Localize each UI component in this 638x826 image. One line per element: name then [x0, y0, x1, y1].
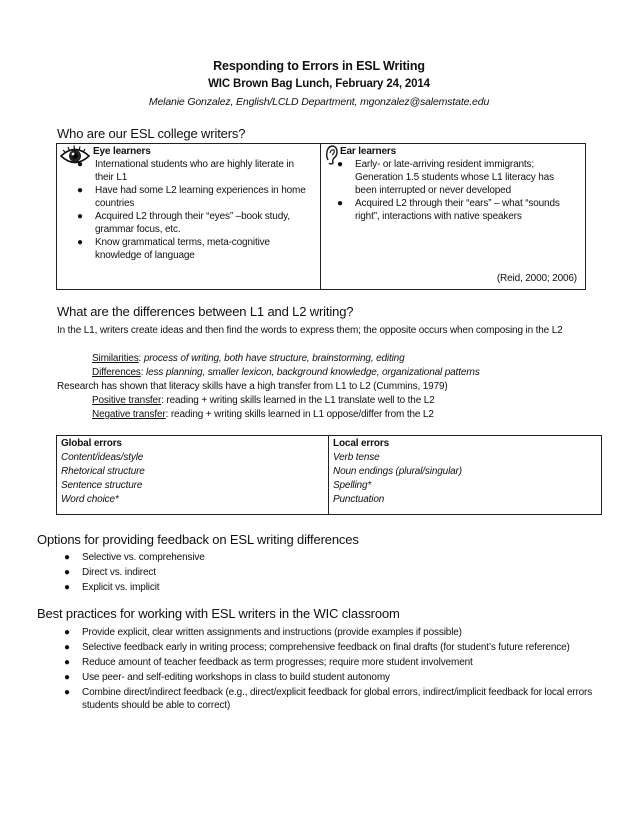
list-item: Punctuation	[333, 494, 385, 505]
eye-learners-title: Eye learners	[93, 146, 151, 157]
list-item: Sentence structure	[61, 480, 143, 491]
negative-transfer-label: Negative transfer	[92, 409, 166, 420]
section-heading-feedback-options: Options for providing feedback on ESL writing differences	[37, 532, 359, 547]
global-errors-title: Global errors	[61, 438, 122, 449]
list-item: ● Acquired L2 through their “eyes” –book study, grammar focus, etc.	[77, 211, 290, 235]
section-heading-esl-writers: Who are our ESL college writers?	[57, 126, 246, 141]
ear-learners-list	[331, 158, 576, 223]
differences-text: less planning, smaller lexicon, background knowledge, organizational patterns	[146, 367, 480, 378]
l1-l2-intro: In the L1, writers create ideas and then find the words to express them; the opposite occurs when composing in the L2	[57, 325, 563, 336]
list-item: ● Selective vs. comprehensive	[64, 552, 205, 563]
list-item: Word choice*	[61, 494, 119, 505]
list-item: ● Acquired L2 through their “ears” – what “sounds right”, interactions with native speakers	[337, 198, 560, 222]
feedback-options-list	[58, 550, 598, 595]
citation: (Reid, 2000; 2006)	[496, 273, 577, 284]
list-item: Spelling*	[333, 480, 372, 491]
global-errors-list	[61, 437, 324, 507]
section-heading-l1-l2: What are the differences between L1 and L2 writing?	[57, 304, 354, 319]
list-item: ● Early- or late-arriving resident immigrants; Generation 1.5 students whose L1 literacy has been interrupted or never developed	[337, 159, 554, 196]
ear-learners-cell	[321, 144, 586, 290]
list-item: ● Use peer- and self-editing workshops in class to build student autonomy	[64, 672, 390, 683]
positive-transfer-label: Positive transfer	[92, 395, 162, 406]
positive-transfer-line	[57, 394, 627, 408]
ear-learners-title: Ear learners	[340, 146, 397, 157]
list-item: ● Explicit vs. implicit	[64, 582, 160, 593]
negative-transfer-line	[57, 408, 627, 422]
local-errors-cell	[329, 436, 602, 515]
negative-transfer-text: : reading + writing skills learned in L1 oppose/differ from the L2	[165, 409, 434, 420]
list-item: ● Have had some L2 learning experiences in home countries	[77, 185, 306, 209]
best-practices-list	[58, 626, 598, 712]
similarities-line: Similarities: process of writing, both have structure, brainstorming, editing	[92, 353, 405, 364]
local-errors-title: Local errors	[333, 438, 390, 449]
eye-learners-list	[71, 158, 311, 262]
positive-transfer-text: : reading + writing skills learned in the L1 translate well to the L2	[161, 395, 435, 406]
local-errors-list	[333, 437, 597, 507]
document-subtitle: WIC Brown Bag Lunch, February 24, 2014	[208, 78, 430, 90]
similarities-label: Similarities	[92, 353, 139, 364]
document-header	[0, 58, 638, 109]
list-item: ● International students who are highly literate in their L1	[77, 159, 294, 183]
differences-line: Differences: less planning, smaller lexicon, background knowledge, organizational patterns	[92, 367, 480, 378]
list-item: Content/ideas/style	[61, 452, 144, 463]
learner-types-table	[56, 143, 586, 290]
differences-label: Differences	[92, 367, 141, 378]
similarities-text: process of writing, both have structure, brainstorming, editing	[143, 353, 405, 364]
research-line: Research has shown that literacy skills have a high transfer from L1 to L2 (Cummins, 1979)	[57, 381, 448, 392]
list-item: Verb tense	[333, 452, 380, 463]
list-item: ● Direct vs. indirect	[64, 567, 156, 578]
list-item: Noun endings (plural/singular)	[333, 466, 462, 477]
document-byline: Melanie Gonzalez, English/LCLD Department, mgonzalez@salemstate.edu	[148, 96, 490, 108]
section-heading-best-practices: Best practices for working with ESL writers in the WIC classroom	[37, 606, 400, 621]
list-item: ● Selective feedback early in writing process; comprehensive feedback on final drafts (for student’s future reference)	[64, 642, 570, 653]
list-item: ● Know grammatical terms, meta-cognitive knowledge of language	[77, 237, 270, 261]
list-item: ● Reduce amount of teacher feedback as term progresses; require more student involvement	[64, 657, 473, 668]
list-item: Rhetorical structure	[61, 466, 145, 477]
global-errors-cell	[57, 436, 329, 515]
document-title: Responding to Errors in ESL Writing	[213, 59, 425, 73]
error-types-table	[56, 435, 602, 515]
eye-learners-cell	[57, 144, 321, 290]
list-item: ● Provide explicit, clear written assignments and instructions (provide examples if possible)	[64, 627, 462, 638]
list-item: ● Combine direct/indirect feedback (e.g., direct/explicit feedback for global errors, indirect/implicit feedback for local errors students should be able to correct)	[64, 687, 593, 711]
